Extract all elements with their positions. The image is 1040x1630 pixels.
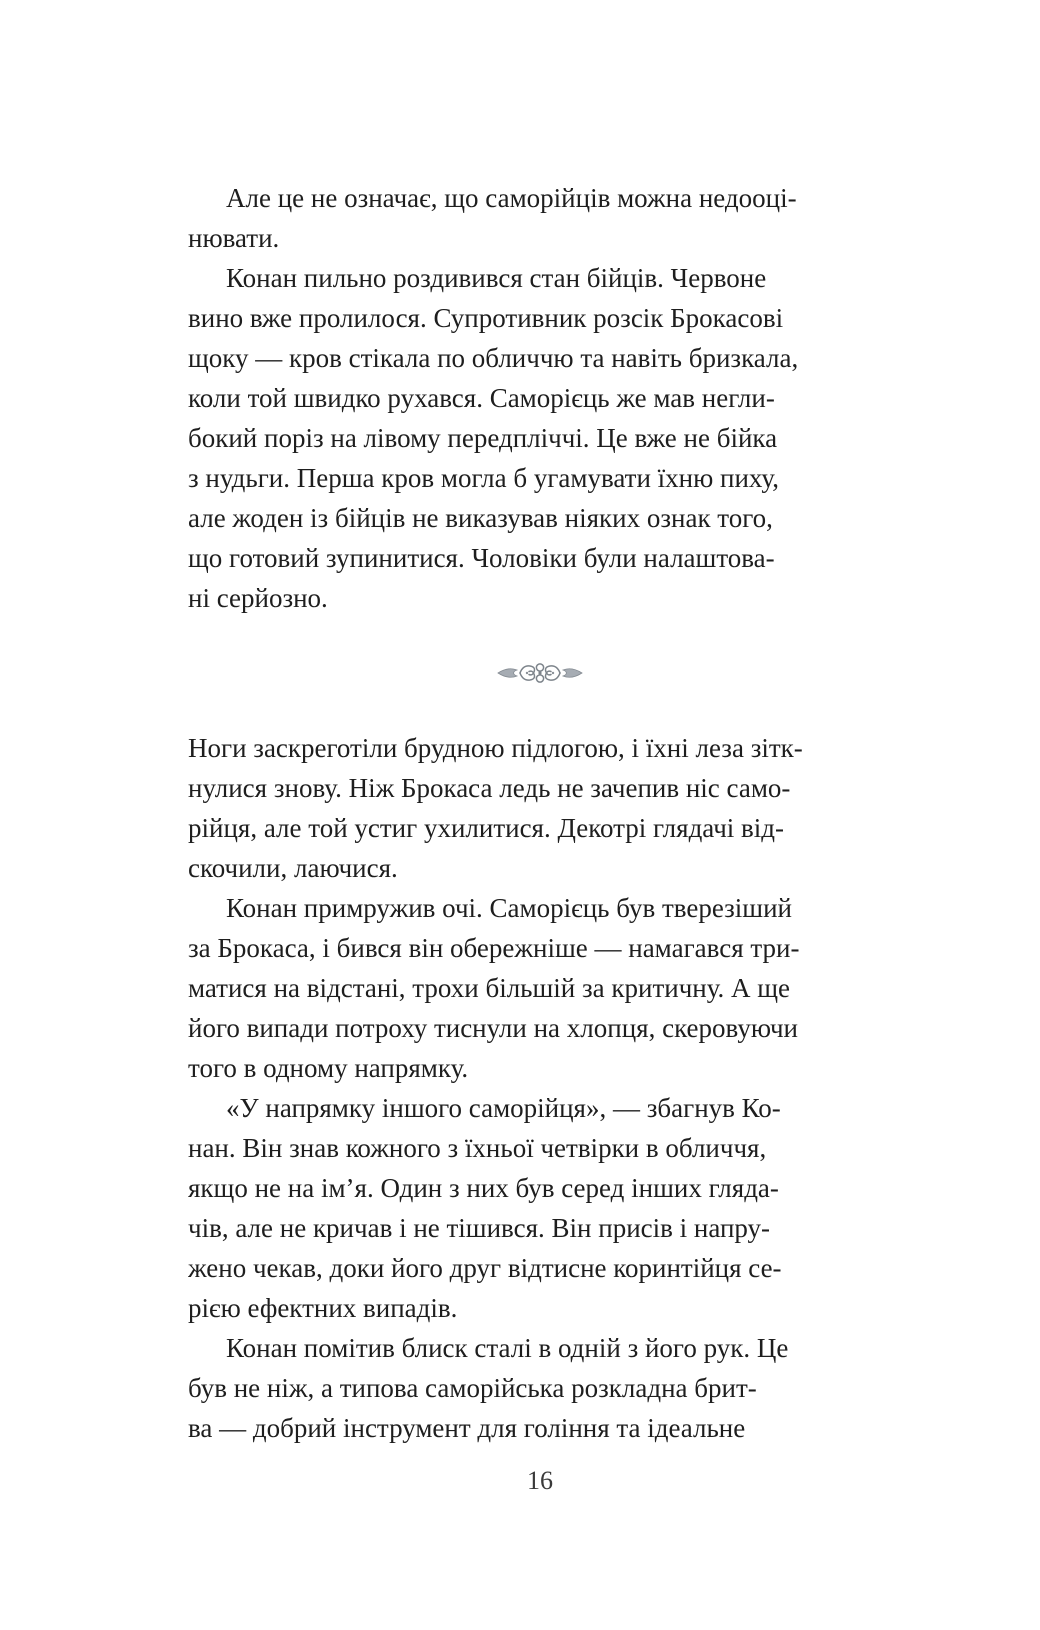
text-line: Ноги заскреготіли брудною підлогою, і їхні леза зітк- — [188, 733, 803, 763]
text-line: рією ефектних випадів. — [188, 1293, 458, 1323]
text-line: щоку — кров стікала по обличчю та навіть бризкала, — [188, 343, 799, 373]
text-line: того в одному напрямку. — [188, 1053, 469, 1083]
text-line: ва — добрий інструмент для гоління та ідеальне — [188, 1413, 746, 1443]
text-line: Конан пильно роздивився стан бійців. Червоне — [226, 263, 767, 293]
text-line: жено чекав, доки його друг відтисне коринтійця се- — [188, 1253, 782, 1283]
text-line: за Брокаса, і бився він обережніше — намагався три- — [188, 933, 800, 963]
paragraph — [188, 1328, 892, 1448]
text-line: Конан примружив очі. Саморієць був тверезіший — [226, 893, 792, 923]
paragraph — [188, 728, 892, 888]
text-line: нулися знову. Ніж Брокаса ледь не зачепив ніс само- — [188, 773, 791, 803]
section-divider — [188, 618, 892, 728]
text-line: якщо не на ім’я. Один з них був серед інших гляда- — [188, 1173, 779, 1203]
paragraph — [188, 1088, 892, 1328]
paragraph — [188, 258, 892, 618]
text-line: Але це не означає, що саморійців можна недооці- — [226, 183, 797, 213]
text-line: рійця, але той устиг ухилитися. Декотрі глядачі від- — [188, 813, 785, 843]
text-line: з нудьги. Перша кров могла б угамувати їхню пиху, — [188, 463, 779, 493]
text-line: але жоден із бійців не виказував ніяких ознак того, — [188, 503, 773, 533]
text-line: нан. Він знав кожного з їхньої четвірки в обличчя, — [188, 1133, 767, 1163]
text-line: бокий поріз на лівому передпліччі. Це вже не бійка — [188, 423, 778, 453]
text-line: матися на відстані, трохи більшій за критичну. А ще — [188, 973, 791, 1003]
text-line: нювати. — [188, 223, 280, 253]
text-line: Конан помітив блиск сталі в одній з його рук. Це — [226, 1333, 789, 1363]
text-line: що готовий зупинитися. Чоловіки були налаштова- — [188, 543, 775, 573]
page-number: 16 — [527, 1466, 553, 1495]
text-line: був не ніж, а типова саморійська розкладна брит- — [188, 1373, 757, 1403]
text-line: вино вже пролилося. Супротивник розсік Брокасові — [188, 303, 784, 333]
paragraph — [188, 178, 892, 258]
text-block — [188, 178, 892, 1448]
text-line: коли той швидко рухався. Саморієць же мав негли- — [188, 383, 775, 413]
text-line: ні серйозно. — [188, 583, 328, 613]
paragraph — [188, 888, 892, 1088]
text-line: скочили, лаючися. — [188, 853, 398, 883]
fleuron-ornament-icon — [496, 658, 584, 688]
text-line: «У напрямку іншого саморійця», — збагнув Ко- — [226, 1093, 781, 1123]
text-line: чів, але не кричав і не тішився. Він присів і напру- — [188, 1213, 771, 1243]
text-line: його випади потроху тиснули на хлопця, скеровуючи — [188, 1013, 798, 1043]
